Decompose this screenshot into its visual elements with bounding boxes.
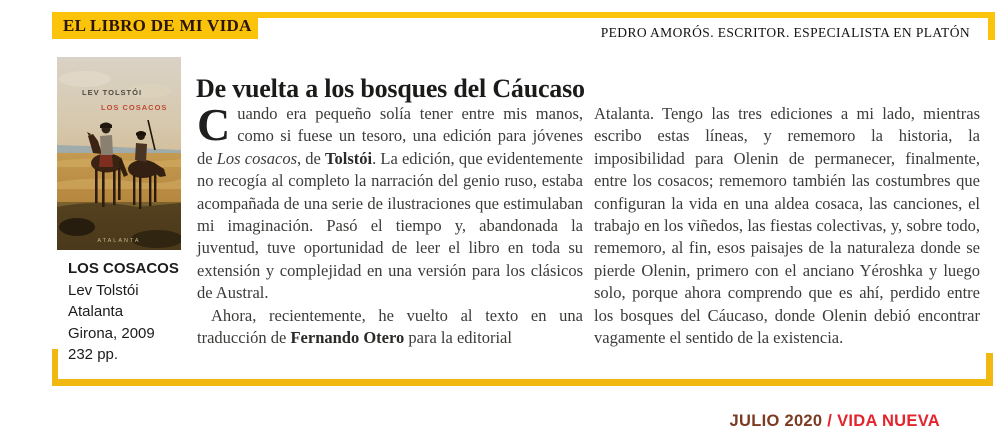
drop-cap: C [197,99,231,150]
article-column-2 [594,103,980,349]
accent-corner-top-right [988,12,995,40]
p1-text: , de [297,148,326,168]
paragraph-1 [197,99,584,305]
caption-city-year: Girona, 2009 [68,324,155,342]
caption-author: Lev Tolstói [68,281,139,299]
author-byline: PEDRO AMORÓS. ESCRITOR. ESPECIALISTA EN PLATÓN [600,25,970,40]
caption-pages: 232 pp. [68,346,119,363]
p2-text: para la editorial [404,328,512,348]
book-cover-art [57,57,181,250]
footer-separator: / [827,412,833,430]
accent-line-bottom [52,379,993,386]
footer-issue: JULIO 2020 [729,412,823,430]
page-footer [540,412,940,431]
p1-author-bold: Tolstói [325,148,373,168]
cover-publisher-text: ATALANTA [97,238,141,244]
caption-title: LOS COSACOS [68,260,179,277]
section-label-box [52,12,258,39]
section-label: EL LIBRO DE MI VIDA [63,15,252,35]
p2-text: Ahora, recientemente, he vuelto al texto en una traducción de [197,305,583,348]
article-column-1 [197,99,584,349]
accent-corner-bottom-right [986,353,993,386]
accent-line-top [258,12,995,18]
p1-text: uando era pequeño solía tener entre mis manos, como si fuese un tesoro, una edición para jóvenes de [197,104,583,168]
p1-text: . La edición, que evidentemente no recogía al completo la narración del genio ruso, estaba acompañada de una serie de ilustraciones que estimulaban mi imaginación. Pasó el tiempo y, abandonada la juventud, tuve oportunidad de leer el libro en toda su extensión y complejidad en una versión para los clásicos de Austral. [197,148,584,303]
paragraph-3: Atalanta. Tengo las tres ediciones a mi lado, mientras escribo estas líneas, y rememoro la historia, la imposibilidad para Olenin de permanecer, finalmente, entre los cosacos; rememoro también las costumbres que configuran la vida en una aldea cosaca, las canciones, el trabajo en los viñedos, las fiestas colectivas, y, sobre todo, rememoro, al fin, esos paisajes de la naturaleza donde se pierde Olenin, primero con el anciano Yéroshka y luego solo, porque ahora comprendo que es ahí, perdido entre los bosques del Cáucaso, donde Olenin debió encontrar vagamente el sentido de la existencia. [594,104,980,348]
caption-publisher: Atalanta [68,303,124,320]
cover-title-text: LOS COSACOS [101,103,168,112]
cover-author-text: LEV TOLSTÓI [82,88,143,97]
book-cover-image [57,57,181,250]
paragraph-2 [197,305,583,350]
book-caption [68,258,198,366]
p2-translator-bold: Fernando Otero [290,328,405,348]
p1-book-title-italic: Los cosacos [216,148,297,168]
footer-brand: VIDA NUEVA [837,412,940,430]
article-title: De vuelta a los bosques del Cáucaso [196,74,585,104]
accent-corner-bottom-left [52,349,58,386]
